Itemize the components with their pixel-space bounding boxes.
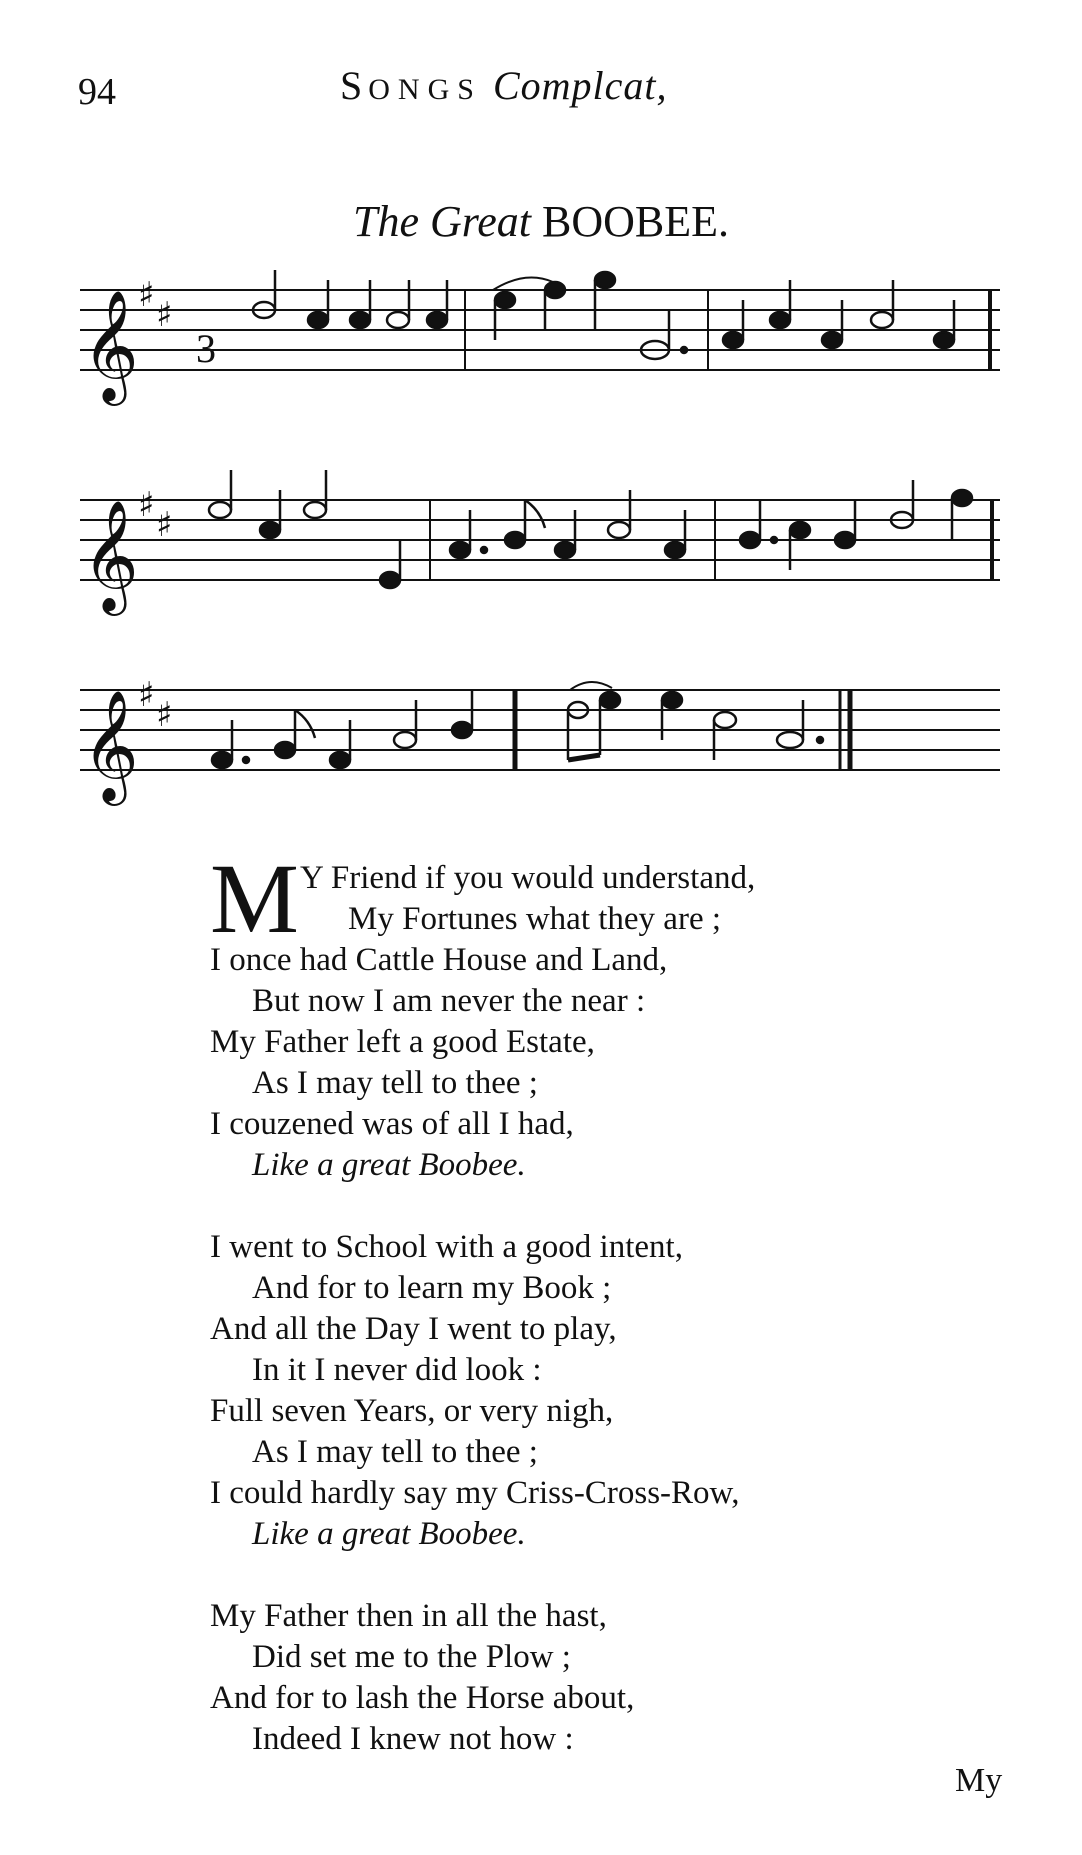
staff-2 — [80, 500, 1000, 580]
lyric-line: But now I am never the near : — [252, 983, 646, 1019]
treble-clef-icon: 𝄞 — [82, 289, 139, 401]
lyric-line: I went to School with a good intent, — [210, 1229, 683, 1265]
lyric-line: Indeed I knew not how : — [252, 1721, 574, 1757]
music-notation — [0, 0, 1082, 820]
lyric-line: I could hardly say my Criss-Cross-Row, — [210, 1475, 740, 1511]
lyric-line: My Father left a good Estate, — [210, 1024, 595, 1060]
notes-staff-2 — [209, 470, 972, 588]
stanza-1 — [210, 843, 1030, 1186]
sharp-icon: ♯ — [156, 505, 173, 545]
lyric-line: Y Friend if you would understand, — [300, 860, 756, 896]
sharp-icon: ♯ — [138, 275, 155, 315]
lyric-line: In it I never did look : — [252, 1352, 542, 1388]
treble-clef-icon: 𝄞 — [82, 689, 139, 801]
song-title-roman: BOOBEE. — [542, 197, 730, 246]
lyric-line: As I may tell to thee ; — [252, 1065, 538, 1101]
sharp-icon: ♯ — [156, 695, 173, 735]
lyric-line: Full seven Years, or very nigh, — [210, 1393, 614, 1429]
running-head-smallcaps: ONGS — [368, 73, 482, 106]
sharp-icon: ♯ — [138, 485, 155, 525]
lyric-line: I couzened was of all I had, — [210, 1106, 574, 1142]
refrain-line: Like a great Boobee. — [252, 1516, 526, 1552]
treble-clef-icon: 𝄞 — [82, 499, 139, 611]
running-head-italic: Complcat, — [492, 63, 668, 108]
stanza-2 — [210, 1227, 1030, 1555]
sharp-icon: ♯ — [156, 295, 173, 335]
drop-cap: M — [210, 843, 299, 954]
sharp-icon: ♯ — [138, 675, 155, 715]
running-head-initial: S — [340, 63, 369, 108]
notes-staff-1 — [253, 270, 954, 359]
lyric-line: My Fortunes what they are ; — [348, 901, 722, 937]
catchword: My — [955, 1762, 1003, 1799]
lyric-line: I once had Cattle House and Land, — [210, 942, 668, 978]
lyric-line: Did set me to the Plow ; — [252, 1639, 571, 1675]
lyric-line: And all the Day I went to play, — [210, 1311, 617, 1347]
lyric-line: My Father then in all the hast, — [210, 1598, 607, 1634]
song-title-italic: The Great — [352, 197, 532, 246]
lyric-line: And for to learn my Book ; — [252, 1270, 612, 1306]
lyric-line: And for to lash the Horse about, — [210, 1680, 635, 1716]
lyric-line: As I may tell to thee ; — [252, 1434, 538, 1470]
page-number: 94 — [78, 71, 116, 113]
stanza-3 — [210, 1596, 1030, 1760]
refrain-line: Like a great Boobee. — [252, 1147, 526, 1183]
staff-1 — [80, 290, 1000, 370]
time-signature: 3 — [196, 326, 216, 371]
lyrics — [210, 843, 1030, 1801]
